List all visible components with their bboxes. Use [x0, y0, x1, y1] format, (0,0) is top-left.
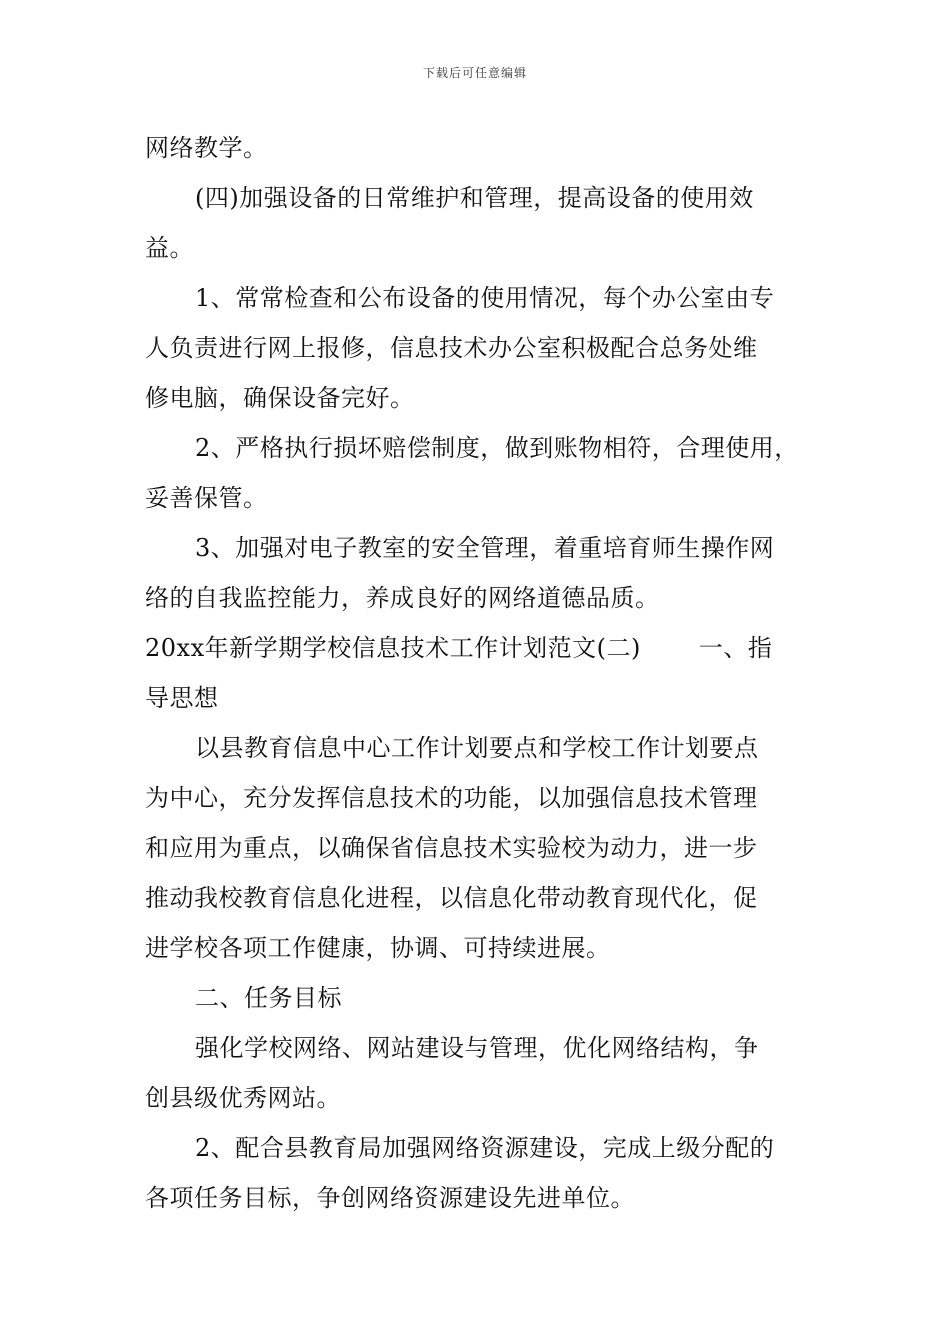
text-line: 网络教学。: [145, 134, 268, 162]
text-line: (四)加强设备的日常维护和管理，提高设备的使用效: [195, 184, 754, 212]
section-title: 20xx年新学期学校信息技术工作计划范文(二): [145, 634, 641, 662]
text-line: 创县级优秀网站。: [145, 1084, 341, 1112]
text-line: 妥善保管。: [145, 484, 268, 512]
text-line: 和应用为重点，以确保省信息技术实验校为动力，进一步: [145, 834, 758, 862]
text-line: 为中心，充分发挥信息技术的功能，以加强信息技术管理: [145, 784, 758, 812]
section-heading: 一、指: [698, 634, 773, 662]
section-heading-continued: 导思想: [145, 684, 219, 712]
subheading: 二、任务目标: [195, 984, 342, 1012]
text-line: 以县教育信息中心工作计划要点和学校工作计划要点: [195, 734, 759, 762]
text-line: 2、严格执行损坏赔偿制度，做到账物相符，合理使用，: [195, 434, 799, 462]
text-line: 各项任务目标，争创网络资源建设先进单位。: [145, 1184, 635, 1212]
text-line: 益。: [145, 234, 194, 262]
text-line: 3、加强对电子教室的安全管理，着重培育师生操作网: [195, 534, 775, 562]
document-body: [145, 123, 825, 1223]
text-line: 修电脑，确保设备完好。: [145, 384, 415, 412]
text-line: 2、配合县教育局加强网络资源建设，完成上级分配的: [195, 1134, 775, 1162]
page-header: 下载后可任意编辑: [422, 66, 527, 80]
text-line: 络的自我监控能力，养成良好的网络道德品质。: [145, 584, 660, 612]
text-line: 进学校各项工作健康，协调、可持续进展。: [145, 934, 611, 962]
text-line: 强化学校网络、网站建设与管理，优化网络结构，争: [195, 1034, 759, 1062]
text-line: 推动我校教育信息化进程，以信息化带动教育现代化，促: [145, 884, 758, 912]
text-line: 1、常常检查和公布设备的使用情况，每个办公室由专: [195, 284, 775, 312]
text-line: 人负责进行网上报修，信息技术办公室积极配合总务处维: [145, 334, 758, 362]
section-title-line: [145, 623, 825, 673]
